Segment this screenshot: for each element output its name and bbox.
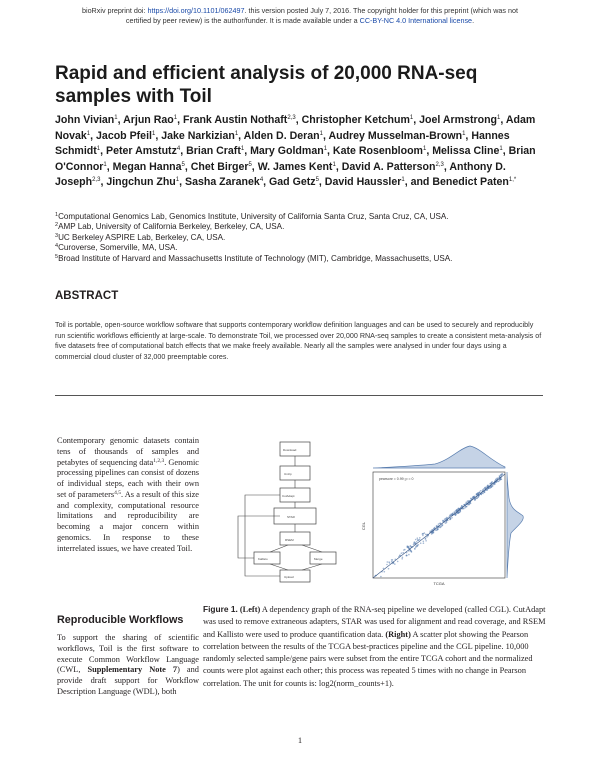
svg-text:Unzip: Unzip: [284, 472, 292, 476]
top-marginal-density: [373, 446, 505, 468]
author: Melissa Cline$^1$: [432, 145, 503, 158]
scatter-point: [463, 504, 465, 506]
scatter-point: [426, 536, 428, 538]
author: Chet Birger$^5$: [190, 160, 252, 173]
scatter-point: [468, 500, 470, 502]
y-axis-label: CGL: [361, 521, 366, 531]
license-link[interactable]: CC-BY-NC 4.0 International license: [359, 16, 473, 25]
scatter-point: [435, 530, 437, 532]
author: W. James Kent$^1$: [257, 160, 336, 173]
scatter-point: [425, 534, 427, 536]
scatter-point: [487, 485, 489, 487]
author: Adam Novak$^1$: [55, 114, 536, 142]
scatter-point: [417, 546, 419, 548]
scatter-point: [423, 542, 425, 544]
scatter-point: [387, 561, 389, 563]
doi-link[interactable]: https://doi.org/10.1101/062497: [147, 6, 245, 15]
author: Kate Rosenbloom$^1$: [332, 145, 427, 158]
scatter-point: [417, 537, 419, 539]
scatter-point: [446, 517, 448, 519]
scatter-point: [470, 498, 472, 500]
scatter-point: [407, 547, 409, 549]
intro-paragraph: Contemporary genomic datasets contain tens of thousands of samples and petabytes of sequencing data$^{1,2,3}$. Genomic processing pipelines can consist of dozens of individual steps, each with their own set of parameters$^{4,5}$. As a result of this size and complexity, computational resource limitations and reproducibility are becoming a major concern within genomics. In response to these interrelated issues, we have created Toil.: [57, 436, 199, 553]
divider: [55, 395, 543, 396]
scatter-plot: [355, 438, 530, 588]
x-axis-label: TCGA: [433, 581, 445, 586]
scatter-point: [388, 568, 390, 570]
scatter-point: [391, 561, 393, 563]
scatter-point: [501, 473, 503, 475]
scatter-point: [414, 548, 416, 550]
scatter-point: [476, 493, 478, 495]
figure-label: Figure 1.: [203, 604, 238, 614]
scatter-point: [454, 511, 456, 513]
author: Joel Armstrong$^1$: [419, 114, 501, 126]
preprint-banner: [0, 6, 600, 26]
scatter-point: [482, 493, 484, 495]
scatter-point: [425, 538, 427, 540]
scatter-point: [440, 527, 442, 529]
scatter-point: [397, 561, 399, 563]
author: Arjun Rao$^1$: [123, 114, 178, 126]
scatter-point: [402, 557, 404, 559]
pipeline-dependency-graph: [230, 436, 350, 586]
scatter-point: [460, 510, 462, 512]
scatter-point: [423, 541, 425, 543]
scatter-point: [406, 555, 408, 557]
author: Hannes Schmidt$^1$: [55, 129, 510, 158]
author: Gad Getz$^5$: [269, 176, 319, 189]
author: Sasha Zaranek$^4$: [185, 176, 264, 189]
right-marginal-density: [507, 472, 523, 578]
scatter-point: [386, 564, 388, 566]
section-heading: Reproducible Workflows: [57, 614, 184, 626]
scatter-point: [464, 507, 466, 509]
supplementary-ref: Supplementary Note 7: [87, 665, 178, 675]
section-paragraph: To support the sharing of scientific workflows, Toil is the first software to execute Common Workflow Language (CWL, Supplementary Note 7) and provide draft support for Workflow Description Language (WDL), both: [57, 633, 199, 696]
banner-text: bioRxiv preprint doi:: [81, 6, 148, 15]
author: David A. Patterson$^{2,3}$: [341, 160, 444, 173]
affiliation: $^1$Computational Genomics Lab, Genomics Institute, University of California Santa Cruz, Santa Cruz, CA, USA.: [55, 212, 449, 221]
scatter-point: [399, 555, 401, 557]
scatter-point: [380, 576, 382, 578]
author: Mary Goldman$^1$: [250, 145, 328, 158]
affiliation: $^4$Curoverse, Somerville, MA, USA.: [55, 243, 178, 253]
author: David Haussler$^1$: [324, 176, 405, 189]
figure-caption: Figure 1. (Left) A dependency graph of the RNA-seq pipeline we developed (called CGL). CutAdapt was used to remove extraneous adapters, STAR was used for alignment and read coverage, and RSEM and Kallisto were used to produce quantification data. (Right) A scatter plot showing the Pearson correlation between the results of the TCGA best-practices pipeline and the CGL pipeline. 10,000 randomly selected sample/gene pairs were subset from the entire TCGA cohort and the normalized counts were plot against each other; this process was repeated 5 times with no change in Pearson correlation. The unit for counts is: log2(norm_counts+1).: [203, 604, 546, 688]
author: Audrey Musselman-Brown$^1$: [328, 129, 466, 142]
scatter-point: [416, 541, 418, 543]
author: Anthony D. Joseph$^{2,3}$: [55, 160, 506, 189]
scatter-point: [417, 539, 419, 541]
scatter-point: [436, 525, 438, 527]
scatter-point: [384, 571, 386, 573]
citation[interactable]: 1,2,3: [153, 457, 165, 464]
scatter-point: [455, 514, 457, 516]
affiliation-list: [55, 212, 555, 264]
author: Brian O'Connor$^1$: [55, 145, 536, 173]
scatter-point: [388, 561, 390, 563]
scatter-point: [415, 539, 417, 541]
scatter-point: [422, 533, 424, 535]
banner-text: certified by peer review) is the author/funder. It is made available under a: [125, 16, 360, 25]
scatter-point: [401, 558, 403, 560]
scatter-point: [392, 559, 394, 561]
author: Peter Amstutz$^4$: [106, 145, 181, 158]
scatter-point: [413, 544, 415, 546]
scatter-point: [482, 489, 484, 491]
scatter-point: [438, 523, 440, 525]
scatter-point: [425, 540, 427, 542]
scatter-point: [468, 504, 470, 506]
scatter-point: [461, 505, 463, 507]
scatter-point: [466, 506, 468, 508]
author: John Vivian$^1$: [55, 114, 118, 126]
abstract-heading: ABSTRACT: [55, 290, 119, 302]
paper-title: Rapid and efficient analysis of 20,000 RNA-seq samples with Toil: [55, 63, 478, 107]
scatter-point: [437, 529, 439, 531]
author: Frank Austin Nothaft$^{2,3}$: [182, 114, 296, 126]
scatter-point: [500, 474, 502, 476]
author: Alden D. Deran$^1$: [243, 129, 323, 142]
scatter-point: [473, 496, 475, 498]
abstract-text: Toil is portable, open-source workflow software that supports contemporary workflow definition languages and can be used to securely and reproducibly run scientific workflows efficiently at large-scale. To demonstrate Toil, we processed over 20,000 RNA-seq samples to create a consistent meta-analysis of five datasets free of computational batch effects that we make freely available. Nearly all the samples were analysed in under four days using a commercial cloud cluster of 32,000 preemptable cores.: [55, 321, 542, 361]
page-number: 1: [297, 735, 303, 745]
svg-text:Merge: Merge: [314, 557, 323, 561]
author-list: John Vivian$^1$, Arjun Rao$^1$, Frank Austin Nothaft$^{2,3}$, Christopher Ketchum$^1$, Joel Armstrong$^1$, Adam Novak$^1$, Jacob Pfeil$^1$, Jake Narkizian$^1$, Alden D. Deran$^1$, Audrey Musselman-Brown$^1$, Hannes Schmidt$^1$, Peter Amstutz$^4$, Brian Craft$^1$, Mary Goldman$^1$, Kate Rosenbloom$^1$, Melissa Cline$^1$, Brian O'Connor$^1$, Megan Hanna$^5$, Chet Birger$^5$, W. James Kent$^1$, David A. Patterson$^{2,3}$, Anthony D. Joseph$^{2,3}$, Jingchun Zhu$^1$, Sasha Zaranek$^4$, Gad Getz$^5$, David Haussler$^1$, and Benedict Paten$^{1,*}$: [55, 114, 536, 189]
scatter-point: [491, 485, 493, 487]
citation[interactable]: 4,5: [114, 489, 121, 496]
scatter-point: [493, 484, 495, 486]
scatter-point: [499, 479, 501, 481]
scatter-point: [419, 537, 421, 539]
author: Jingchun Zhu$^1$: [106, 176, 180, 189]
caption-right-tag: (Right): [385, 629, 411, 639]
scatter-point: [442, 525, 444, 527]
scatter-point: [403, 549, 405, 551]
scatter-point: [434, 527, 436, 529]
author: Jake Narkizian$^1$: [161, 129, 239, 142]
scatter-point: [420, 542, 422, 544]
svg-text:Upload: Upload: [284, 575, 294, 579]
scatter-point: [501, 479, 503, 481]
affiliation: $^2$AMP Lab, University of California Berkeley, Berkeley, CA, USA.: [55, 222, 285, 232]
scatter-point: [451, 517, 453, 519]
scatter-point: [402, 552, 404, 554]
scatter-point: [480, 490, 482, 492]
scatter-point: [439, 523, 441, 525]
scatter-point: [422, 535, 424, 537]
scatter-point: [411, 551, 413, 553]
scatter-point: [455, 510, 457, 512]
author: Jacob Pfeil$^1$: [96, 129, 156, 142]
author: Benedict Paten$^{1,*}$: [432, 176, 517, 189]
banner-text: . this version posted July 7, 2016. The copyright holder for this preprint (which was not: [244, 6, 519, 15]
author: Brian Craft$^1$: [186, 145, 245, 158]
svg-text:CutAdapt: CutAdapt: [282, 494, 295, 498]
affiliation: $^3$UC Berkeley ASPIRE Lab, Berkeley, CA, USA.: [55, 232, 226, 242]
scatter-point: [458, 512, 460, 514]
affiliation: $^5$Broad Institute of Harvard and Massachusetts Institute of Technology (MIT), Cambridge, Massachusetts, USA.: [55, 253, 453, 263]
svg-text:RSEM: RSEM: [285, 538, 294, 542]
banner-text: .: [472, 16, 475, 25]
svg-text:Kallisto: Kallisto: [258, 557, 268, 561]
pearson-annotation: pearsonr = 0.99; p = 0: [379, 477, 414, 481]
caption-left-tag: (Left): [239, 605, 261, 614]
svg-text:STAR: STAR: [287, 515, 295, 519]
scatter-point: [401, 552, 403, 554]
scatter-point: [463, 508, 465, 510]
scatter-point: [465, 502, 467, 504]
author: Christopher Ketchum$^1$: [301, 114, 414, 126]
scatter-point: [394, 563, 396, 565]
flow-node: [274, 508, 316, 524]
scatter-point: [383, 568, 385, 570]
scatter-point: [475, 499, 477, 501]
scatter-point: [408, 554, 410, 556]
svg-text:Download: Download: [283, 448, 297, 452]
author: Megan Hanna$^5$: [112, 160, 185, 173]
scatter-point: [418, 544, 420, 546]
scatter-point: [432, 532, 434, 534]
scatter-point: [479, 491, 481, 493]
scatter-point: [409, 546, 411, 548]
scatter-point: [414, 541, 416, 543]
